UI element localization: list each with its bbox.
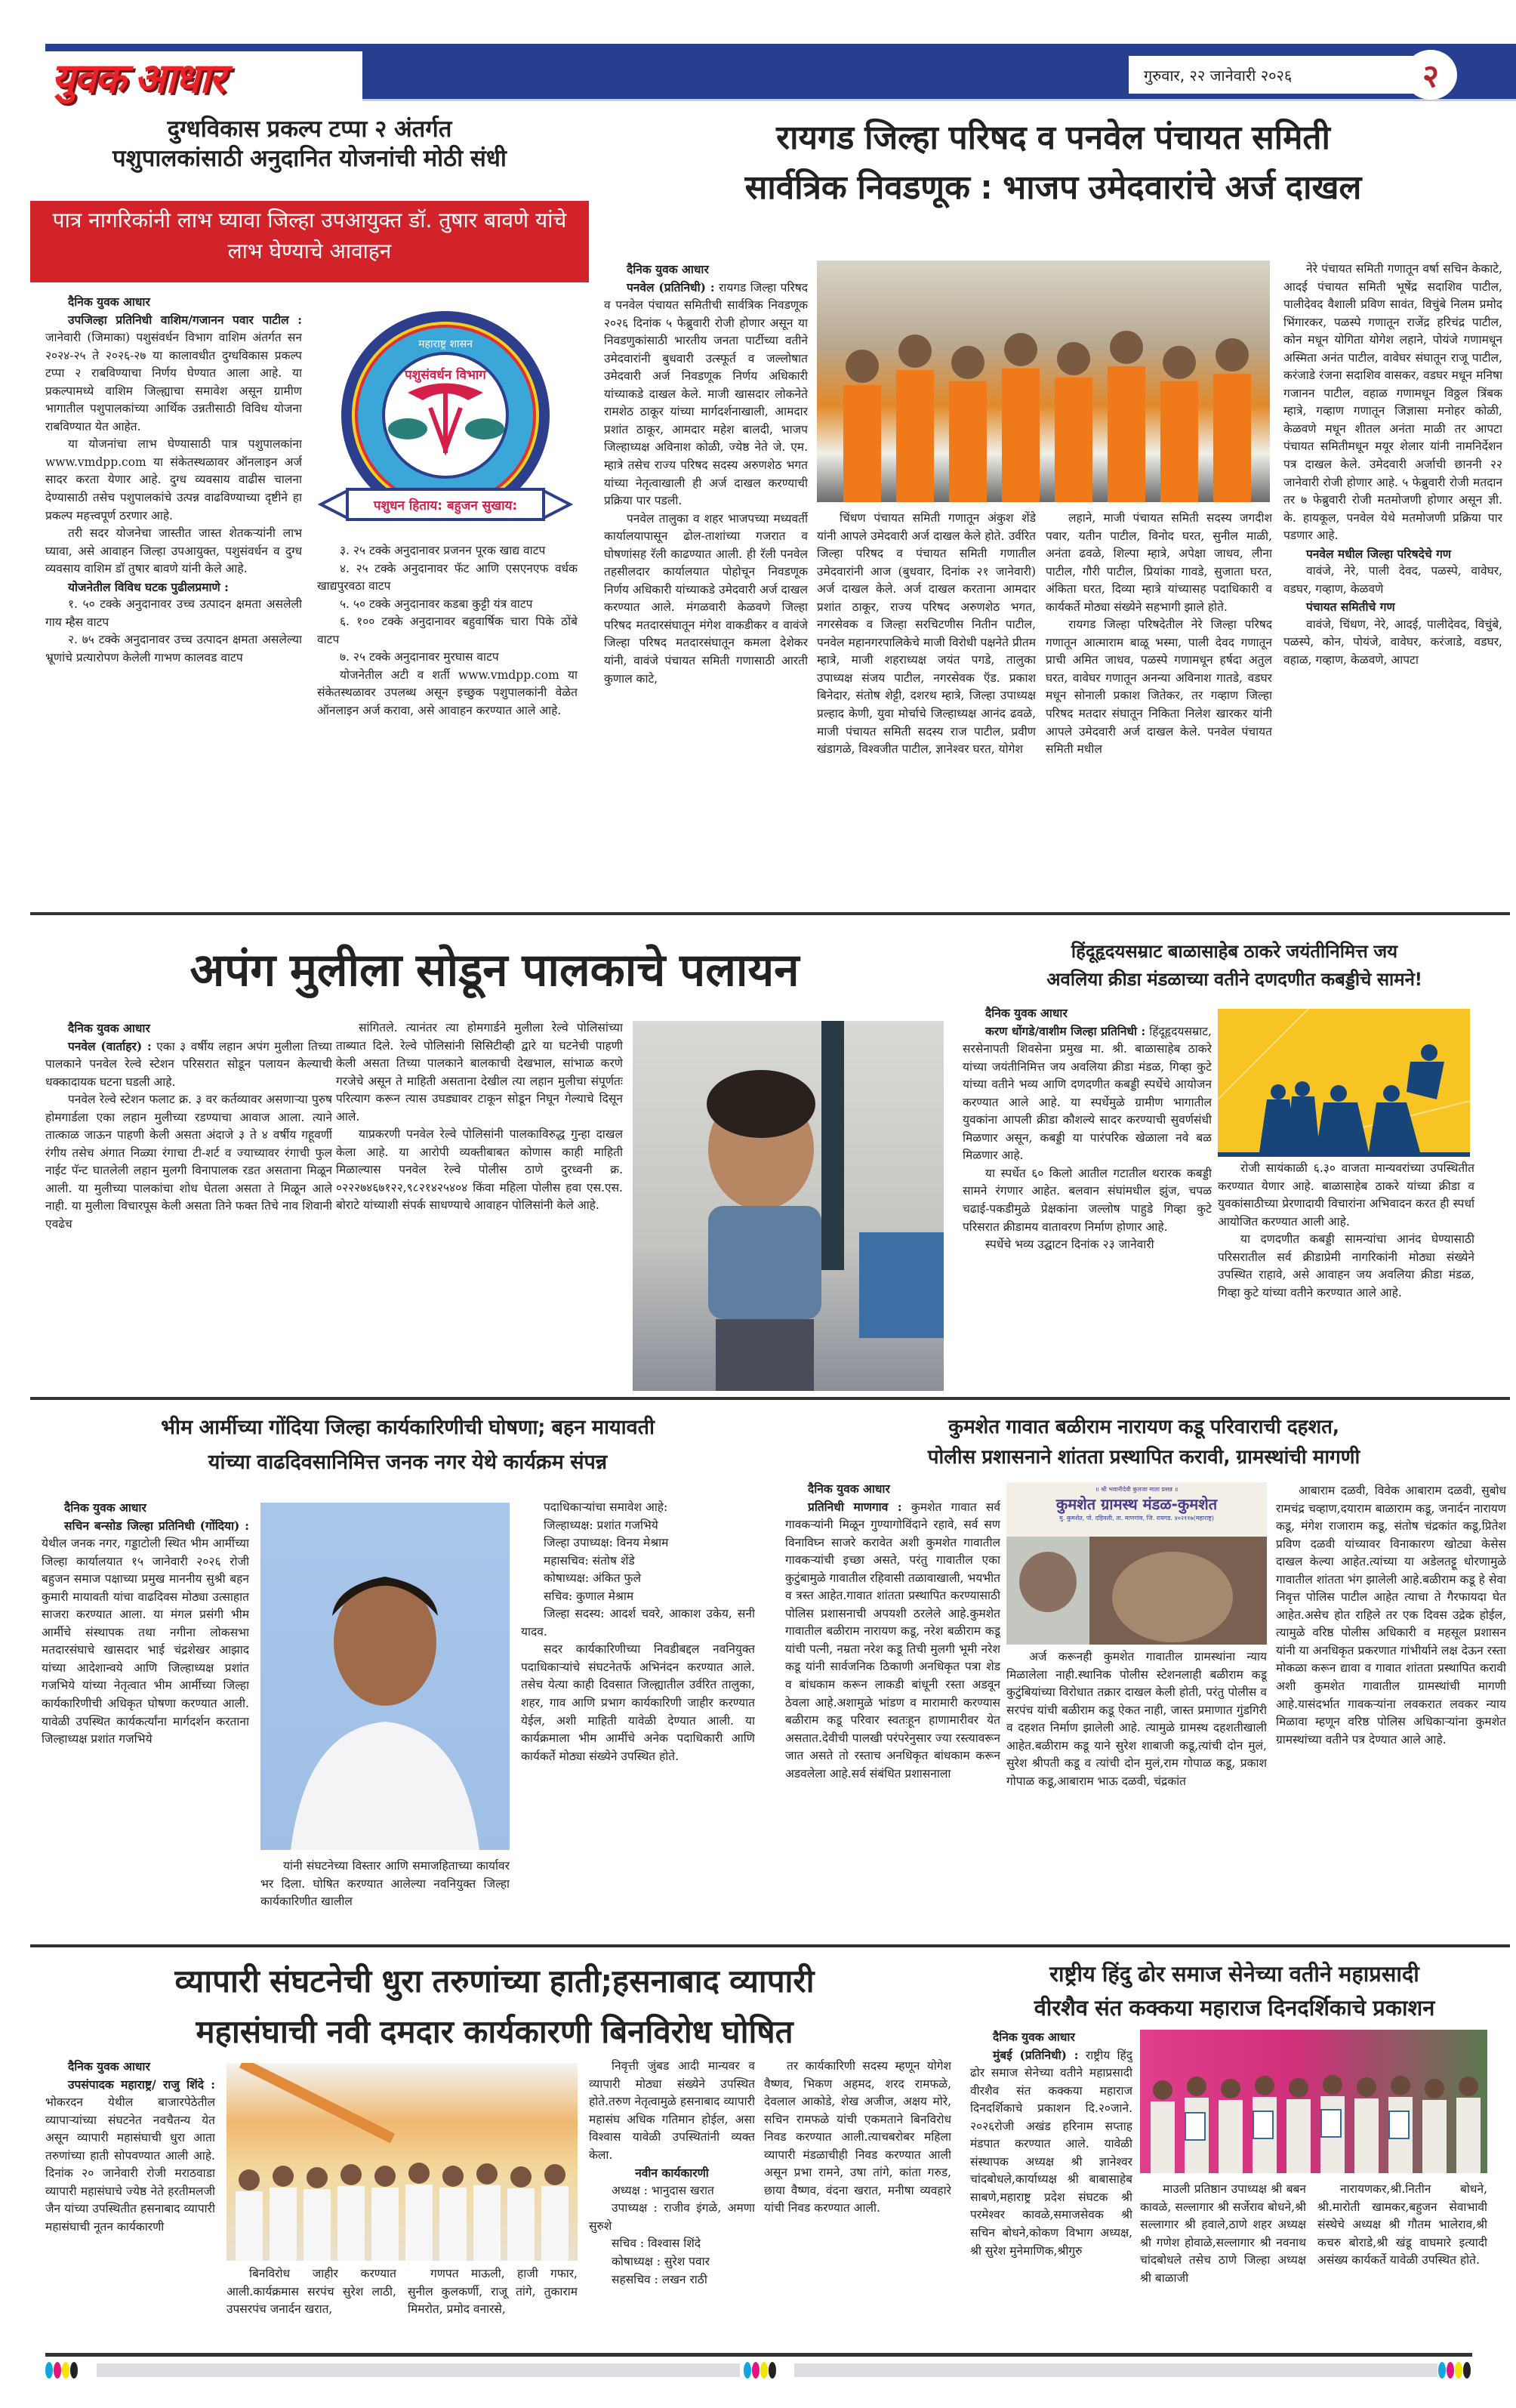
logo-ring-text: पशुसंवर्धन विभाग: [405, 368, 486, 383]
vyapari-headline-line1: व्यापारी संघटनेची धुरा तरुणांच्या हाती;हसनाबाद व्यापारी: [174, 1962, 815, 1999]
dairy-closing: योजनेतील अटी व शर्ती www.vmdpp.com या संकेतस्थळावर उपलब्ध असून इच्छुक पशुपालकांनी वेळेत ऑनलाइन अर्ज करावा, असे आवाहन करण्यात आले आहे.: [317, 668, 578, 717]
dairy-item-1: १. ५० टक्के अनुदानावर उच्च उत्पादन क्षमता असलेली गाय म्हैस वाटप: [45, 597, 302, 629]
raigad-p2: पनवेल तालुका व शहर भाजपच्या मध्यवर्ती कार्यालयापासून ढोल-ताशांच्या गजरात व घोषणांसह रॅली काढण्यात आली. ही रॅली पनवेल तहसीलदार कार्यालयात पोहोचून निवडणूक निर्णय अधिकारी यांच्याकडे उमेदवारी अर्ज दाखल करण्यात आले. मंगळवारी केळवणे जिल्हा परिषद मतदारसंघातून मंगेश वाकडीकर व वावंजे जिल्हा परिषद मतदारसंघातून कमला देशेकर यांनी, वावंजे पंचायत समिती गणासाठी आरती कुणाल काटे,: [604, 511, 808, 686]
dairy-column-1: [45, 293, 302, 897]
bhim-byline: सचिन बन्सोड जिल्हा प्रतिनिधी (गोंदिया) :: [64, 1518, 249, 1533]
dairy-byline: उपजिल्हा प्रतिनिधी वाशिम/गजानन पवार पाटील :: [68, 312, 302, 327]
bhim-p4: सदर कार्यकारिणीच्या निवडीबद्दल नवनियुक्त पदाधिकाऱ्यांचे संघटनेतर्फे अभिनंदन करण्यात आले. तसेच येत्या काही दिवसात जिल्ह्यातील उर्वरित तालुका, शहर, गाव आणि प्रभाग कार्यकारिणी जाहीर करण्यात येईल, अशी माहिती यावेळी देण्यात आली. या कार्यक्रमाला भीम आर्मीचे अनेक पदाधिकारी आणि कार्यकर्ते मोठ्या संख्येने उपस्थित होते.: [521, 1642, 755, 1763]
pashusamvardhan-logo: [317, 302, 574, 536]
bhim-p1: येथील जनक नगर, गड्डाटोली स्थित भीम आर्मीच्या जिल्हा कार्यालयात १५ जानेवारी २०२६ रोजी बहुजन समाज पक्षाच्या प्रमुख माननीय सुश्री बहन कुमारी मायावती यांचा वाढदिवस मोठ्या उत्साहात साजरा करण्यात आला. या मंगल प्रसंगी भीम आर्मीचे संस्थापक तथा नगीना लोकसभा मतदारसंघाचे खासदार भाई चंद्रशेखर आझाद यांच्या आदेशान्वये आणि जिल्हाध्यक्ष प्रशांत गजभिये यांच्या नेतृत्वात भीम आर्मीच्या जिल्हा कार्यकारिणीची अधिकृत घोषणा करण्यात आली. यावेळी उपस्थित कार्यकर्त्यांना मार्गदर्शन करताना जिल्हाध्यक्ष प्रशांत गजभिये: [42, 1537, 249, 1747]
dhor-p2: माउली प्रतिष्ठान उपाध्यक्ष श्री बबन कावळे, सल्लागार श्री सर्जेराव बोधने,श्री सल्लागार श्री हवाले,ठाणे शहर अध्यक्ष श्री गणेश होवाळे,सल्लागार श्री नवनाथ चांदबोधले तसेच ठाणे जिल्हा अध्यक्ष श्री बाळाजी: [1140, 2182, 1306, 2285]
dhor-calendar-photo: [1140, 2030, 1487, 2173]
bhim-role-4: कोषाध्यक्ष: अंकित फुले: [544, 1571, 641, 1586]
vyapari-source: दैनिक युवक आधार: [68, 2059, 150, 2073]
raigad-headline-line1: रायगड जिल्हा परिषद व पनवेल पंचायत समिती: [776, 119, 1330, 157]
kumshet-banner-photo: [1006, 1482, 1267, 1645]
dairy-item-7: ७. २५ टक्के अनुदानावर मुरघास वाटप: [340, 650, 499, 664]
logo-text: युवक आधार: [51, 56, 224, 101]
kabaddi-headline-line1: हिंदूहृदयसम्राट बाळासाहेब ठाकरे जयंतीनिमित्त जय: [1071, 941, 1398, 962]
apang-byline: पनवेल (वार्ताहर) :: [68, 1038, 152, 1053]
kabaddi-p4: रोजी सायंकाळी ६.३० वाजता मान्यवरांच्या उपस्थितीत करण्यात येणार आहे. बाळासाहेब ठाकरे यांच्या क्रीडा व युवकांसाठीच्या प्रेरणादायी विचारांना अभिवादन करत ही स्पर्धा आयोजित करण्यात आली आहे.: [1218, 1161, 1474, 1229]
bhim-role-3: महासचिव: संतोष शेंडे: [544, 1553, 635, 1568]
vyapari-headline-line2: महासंघाची नवी दमदार कार्यकारणी बिनविरोध घोषित: [196, 2013, 793, 2051]
dhor-headline: [959, 1957, 1510, 2025]
dairy-headline-line2: पशुपालकांसाठी अनुदानित योजनांची मोठी संधी: [112, 144, 507, 172]
kabaddi-p5: या दणदणीत कबड्डी सामन्यांचा आनंद घेण्यासाठी परिसरातील सर्व क्रीडाप्रेमी नागरिकांनी मोठ्या संख्येने उपस्थित राहावे, असे आवाहन जय अवलिया क्रीडा मंडळ, गिव्हा कुटे यांच्या वतीने करण्यात आले आहे.: [1218, 1232, 1474, 1300]
kabaddi-byline: करण धोंगडे/वाशीम जिल्हा प्रतिनिधी :: [985, 1023, 1146, 1038]
divider-2: [30, 1397, 1510, 1400]
raigad-column-3: [1046, 510, 1272, 906]
kumshet-column-1: [785, 1480, 1000, 1937]
vyapari-column-4: [589, 2058, 755, 2337]
apang-column-1: [45, 1019, 332, 1389]
vyapari-board-3: सचिव : विश्वास शिंदे: [612, 2237, 701, 2251]
registration-marks-left: [45, 2362, 79, 2377]
bhim-role-2: जिल्हा उपाध्यक्ष: विनय मेश्राम: [544, 1536, 669, 1550]
vyapari-board-1: अध्यक्ष : भानुदास खरात: [612, 2183, 714, 2197]
dairy-item-2: २. ७५ टक्के अनुदानावर उच्च उत्पादन क्षमता असलेल्या भ्रूणांचे प्रत्यारोपण केलेली गाभण कालवड वाटप: [45, 633, 302, 664]
dairy-item-3: ३. २५ टक्के अनुदानावर प्रजनन पूरक खाद्य वाटप: [340, 544, 546, 557]
newspaper-logo: [45, 51, 362, 101]
dairy-list-title: योजनेतील विविध घटक पुढीलप्रमाणे :: [68, 579, 229, 594]
kabaddi-source: दैनिक युवक आधार: [985, 1006, 1068, 1020]
bhim-headline-line2: यांच्या वाढदिवसानिमित्त जनक नगर येथे कार्यक्रम संपन्न: [208, 1450, 608, 1474]
kumshet-headline: [778, 1412, 1510, 1473]
dairy-item-4: ४. २५ टक्के अनुदानावर फॅट आणि एसएनएफ वर्धक खाद्यपुरवठा वाटप: [317, 561, 578, 594]
dhor-p3: नारायणकर,श्री.नितीन बोधने, श्री.मारोती खामकर,बहुजन सेवाभावी संस्थेचे अध्यक्ष श्री गौतम भालेराव,श्री कचरु बोराडे,श्री खंडू वाघमारे इत्यादी असंख्य कार्यकर्ते यावेळी उपस्थित होते.: [1317, 2182, 1487, 2268]
dairy-item-5: ५. ५० टक्के अनुदानावर कडबा कुट्टी यंत्र वाटप: [340, 597, 533, 611]
vyapari-p4: निवृत्ती जुंबड आदी मान्यवर व व्यापारी मोठ्या संख्येने उपस्थित होते.तरुण नेतृत्वामुळे हसनाबाद व्यापारी महासंघ अधिक गतिमान होईल, असा विश्वास यावेळी उपस्थितांनी व्यक्त केला.: [589, 2059, 755, 2162]
dhor-byline: मुंबई (प्रतिनिधी) :: [993, 2047, 1079, 2062]
vyapari-p5: तर कार्यकारिणी सदस्य म्हणून योगेश वैष्णव, भिकण अहमद, शरद रामफळे, देवलाल आकोडे, शेख अजीज, अक्षय मोरे, सचिन रामफळे यांची एकमताने बिनविरोध निवड करण्यात आली.त्याचबरोबर महिला व्यापारी मंडळाचीही निवड करण्यात आली असून प्रभा रामने, उषा तांगे, कांता गरुड, छाया वैष्णव, वंदना खरात, मनीषा व्यवहारे यांची निवड करण्यात आली.: [764, 2059, 951, 2215]
dhor-p1: राष्ट्रीय हिंदु ढोर समाज सेनेच्या वतीने महाप्रसादी वीरशैव संत कक्कया महाराज दिनदर्शिकाचे प्रकाशन दि.२०जाने. २०२६रोजी अखंड हरिनाम सप्ताह मंडपात करण्यात आले. यावेळी संस्थापक अध्यक्ष श्री ज्ञानेश्वर चांदबोधले,कार्याध्यक्ष श्री बाबासाहेब साबणे,महाराष्ट्र प्रदेश संघटक श्री परमेश्वर कावळे,समाजसेवक श्री सचिन बोधने,कोकण विभाग अध्यक्ष, श्री सुरेश मुनेमाणिक,श्रीगुरु: [970, 2048, 1132, 2258]
bhim-headline-line1: भीम आर्मीच्या गोंदिया जिल्हा कार्यकारिणीची घोषणा; बहन मायावती: [160, 1416, 655, 1439]
kabaddi-column-2: [1218, 1160, 1474, 1391]
apang-source: दैनिक युवक आधार: [68, 1021, 150, 1035]
bhim-portrait-photo: [260, 1503, 510, 1850]
kumshet-column-2: [1006, 1648, 1267, 1937]
bhim-source: दैनिक युवक आधार: [64, 1500, 146, 1515]
registration-marks-right: [1438, 2362, 1471, 2377]
vyapari-p1: भोकरदन येथील बाजारपेठेतील व्यापाऱ्यांच्या संघटनेत नवचैतन्य येत असून व्यापारी महासंघाची धुरा आता तरुणांच्या हाती सोपवण्यात आली आहे. दिनांक २० जानेवारी रोजी मराठवाडा व्यापारी महासंघाचे ज्येष्ठ नेते हरतीमलजी जैन यांच्या उपस्थितीत हसनाबाद व्यापारी महासंघाची नूतन कार्यकारणी: [45, 2095, 215, 2234]
kabaddi-p1: हिंदूहृदयसम्राट, सरसेनापती शिवसेना प्रमुख मा. श्री. बाळासाहेब ठाकरे यांच्या जयंतीनिमित्त जय अवलिया क्रीडा मंडळ, गिव्हा कुटे यांच्या वतीने भव्य आणि दणदणीत कबड्डी स्पर्धेचे आयोजन करण्यात आले आहे. या स्पर्धेमुळे ग्रामीण भागातील युवकांना आपली क्रीडा कौशल्ये सादर करण्याची सुवर्णसंधी मिळणार असून, कबड्डी या पारंपरिक खेळाला नवे बळ मिळणार आहे.: [963, 1024, 1212, 1163]
dairy-p1: जानेवारी (जिमाका) पशुसंवर्धन विभाग वाशिम अंतर्गत सन २०२४-२५ ते २०२६-२७ या कालावधीत दुग्धविकास प्रकल्प टप्पा २ राबविण्याचा निर्णय घेण्यात आला आहे. या प्रकल्पामध्ये वाशिम जिल्ह्याचा समावेश असून ग्रामीण भागातील पशुपालकांच्या आर्थिक उन्नतीसाठी विविध योजना राबविण्यात येत आहेत.: [45, 331, 302, 433]
vyapari-board-title: नवीन कार्यकारणी: [635, 2166, 709, 2181]
dairy-headline: [30, 115, 589, 174]
kumshet-headline-line2: पोलीस प्रशासनाने शांतता प्रस्थापित करावी, ग्रामस्थांची मागणी: [927, 1446, 1360, 1469]
raigad-headline-line2: सार्वत्रिक निवडणूक : भाजप उमेदवारांचे अर्ज दाखल: [744, 168, 1362, 207]
kabaddi-p2: या स्पर्धेत ६० किलो आतील गटातील थरारक कबड्डी सामने रंगणार आहेत. बलवान संघांमधील झुंज, चपळ चढाई-पकडीमुळे प्रेक्षकांना जल्लोष पाहुडे गिव्हा कुटे परिसरात क्रीडामय वातावरण निर्माण होणार आहे.: [963, 1166, 1212, 1234]
dairy-subhead-banner: पात्र नागरिकांनी लाभ घ्यावा जिल्हा उपआयुक्त डॉ. तुषार बावणे यांचे लाभ घेण्याचे आवाहन: [30, 201, 589, 282]
footer-rule: [45, 2353, 1472, 2357]
apang-girl-photo: [633, 1021, 944, 1391]
raigad-zp-list: वावंजे, नेरे, पाली देवद, पळस्पे, वावेघर, वडघर, गव्हाण, केळवणे: [1283, 564, 1502, 596]
apang-p1: एका ३ वर्षीय लहान अपंग मुलीला तिच्या पालकाने पनवेल रेल्वे स्टेशन परिसरात सोडून पलायन केल्याची धक्कादायक घटना घडली आहे.: [45, 1039, 332, 1089]
dhor-column-1: [970, 2028, 1132, 2338]
apang-headline: अपंग मुलीला सोडून पालकाचे पलायन: [190, 944, 800, 997]
vyapari-board-5: सहसचिव : लखन राठी: [612, 2272, 707, 2286]
kabaddi-headline: [959, 938, 1510, 994]
bhim-column-2: [260, 1858, 510, 1937]
dhor-column-2: [1140, 2181, 1306, 2338]
kabaddi-p3: स्पर्धेचे भव्य उद्घाटन दिनांक २३ जानेवारी: [985, 1238, 1154, 1252]
logo-motto-text: पशुधन हिताय: बहुजन सुखाय:: [373, 498, 518, 513]
bhim-column-1: [42, 1499, 249, 1937]
kabaddi-column-1: [963, 1004, 1212, 1391]
bhim-role-1: जिल्हाध्यक्ष: प्रशांत गजभिये: [544, 1518, 658, 1532]
kumshet-p1: कुमशेत गावात सर्व गावकऱ्यांनी मिळून गुण्यागोविंदाने रहावे, सर्व सण विनाविघ्न साजरे करावेत अशी कुमशेत गावातील गावकऱ्यांची इच्छा असते, परंतु गावातील एका कुटुंबामुळे गावातील रहिवासी तळावाखाली, भयभीत व त्रस्त आहेत.गावात शांतता प्रस्थापित करण्यासाठी पोलिस प्रशासनाची अपयशी ठरलेले आहे.कुमशेत गावातील बळीराम नारायण कडू, नरेश बळीराम कडू यांची पत्नी, नम्रता नरेश कडू तिची मुलगी भूमी नरेश कडू यांनी सार्वजनिक ठिकाणी अनधिकृत पत्रा शेड व बांधकाम करून लाकडी बांधूनी रस्ता अडवून ठेवला आहे.अशामुळे भांडण व मारामारी करण्यास बळीराम कडू परिवार स्वतःहून हाणामारीवर येत असतात.देवीची पालखी परंपरेनुसार ज्या रस्त्यावरून जात असते तो रस्ताच अनधिकृत बांधकाम करून अडवलेला आहे.सर्व संबंधित प्रशासनाला: [785, 1500, 1000, 1781]
vyapari-column-2: [226, 2265, 396, 2337]
dhor-column-3: [1317, 2181, 1487, 2338]
raigad-source: दैनिक युवक आधार: [627, 262, 709, 276]
kumshet-p3: आबाराम दळवी, विवेक आबाराम दळवी, सुबोध रामचंद्र चव्हाण,दयाराम बाळाराम कडू, जनार्दन नारायण कडू, मंगेश राजाराम कडू, संतोष चंद्रकांत कडू,प्रितेश प्रविण दळवी यांच्यावर विनाकारण खोट्या केसेस दाखल केल्या आहेत.त्यांच्या या अडेलतट्टू धोरणामुळे गावातील शांतता भंग झालेली आहे.बळीराम कडू हे सेवा निवृत्त पोलिस पाटील आहेत त्याचा ते गैरफायदा घेत आहेत.असेच होत राहिले तर एक दिवस उद्रेक होईल, त्यामुळे वरिष्ठ पोलीस अधिकारी व महसूल प्रशासन यांनी या अनधिकृत प्रकरणात गांभीर्याने लक्ष देऊन रस्ता मोकळा करून द्यावा व गावात शांतता प्रस्थापित करावी अशी कुमशेत गावातील ग्रामस्थांची मागणी आहे.यासंदर्भात गावकऱ्यांना लवकरात लवकर न्याय मिळावा म्हणून वरिष्ठ पोलिस अधिकाऱ्यांना कुमशेत ग्रामस्थांच्या वतीने पत्र देण्यात आले आहे.: [1276, 1484, 1506, 1747]
divider-1: [30, 912, 1510, 915]
bhim-p3: पदाधिकाऱ्यांचा समावेश आहे:: [544, 1500, 668, 1514]
vyapari-byline: उपसंपादक महाराष्ट्र/ राजु शिंदे :: [68, 2077, 215, 2092]
dairy-headline-line1: दुग्धविकास प्रकल्प टप्पा २ अंतर्गत: [167, 116, 452, 143]
logo-top-text: महाराष्ट्र शासन: [418, 338, 473, 350]
vyapari-column-3: [408, 2265, 578, 2337]
raigad-ps-list: वावंजे, चिंधण, नेरे, आदई, पालीदेवद, विचुंबे, पळस्पे, कोन, पोयंजे, वावेघर, करंजाडे, वडघर, वहाळ, गव्हाण, केळवणे, आपटा: [1283, 617, 1502, 668]
kumshet-mandal-banner: [1006, 1482, 1267, 1537]
kumshet-byline: प्रतिनिधी माणगाव :: [808, 1499, 902, 1514]
raigad-p4: लहाने, माजी पंचायत समिती सदस्य जगदीश पवार, यतीन पाटील, विनोद घरत, सुनील माळी, अनंता ढवळे, शिल्पा म्हात्रे, अपेक्षा जाधव, लीना पाटील, गौरी पाटील, प्रियांका गावडे, सुजाता घरत, अंकिता घरत, दिव्या म्हात्रे यांच्यासह पदाधिकारी व कार्यकर्ते मोठ्या संख्येने सहभागी झाले होते.: [1046, 511, 1272, 614]
dhor-headline-line2: वीरशैव संत कक्कया महाराज दिनदर्शिकाचे प्रकाशन: [1034, 1994, 1435, 2021]
raigad-column-2: [817, 510, 1036, 906]
registration-bar-left: [97, 2363, 740, 2377]
vyapari-board-4: कोषाध्यक्ष : सुरेश पवार: [612, 2255, 710, 2269]
kumshet-headline-line1: कुमशेत गावात बळीराम नारायण कडू परिवाराची दहशत,: [948, 1416, 1339, 1438]
raigad-ps-title: पंचायत समितीचे गण: [1306, 600, 1395, 615]
banner-address-text: मु. कुमशेत, पो. दहिवली, ता. माणगांव, जि. रायगड. ४०२११७(महाराष्ट्र): [1059, 1515, 1214, 1522]
page-number: २: [1404, 50, 1457, 100]
apang-column-2: [336, 1019, 623, 1389]
dhor-headline-line1: राष्ट्रीय हिंदु ढोर समाज सेनेच्या वतीने महाप्रसादी: [1049, 1961, 1419, 1987]
vyapari-column-1: [45, 2058, 215, 2337]
kumshet-p2: अर्ज करूनही कुमशेत गावातील ग्रामस्थांना न्याय मिळालेला नाही.स्थानिक पोलीस स्टेशनलाही बळीराम कडू कुटुंबियांच्या विरोधात तक्रार दाखल केली होती, परंतु पोलीस व सरपंच यांची बळीराम कडू ऐकत नाही, जास्त प्रमाणात गुंडगिरी व दहशत निर्माण झालेली आहे. त्यामुळे ग्रामस्थ दहशतीखाली आहेत.बळीराम कडू याने सुरेश शाबाजी कडू,त्यांची दोन मुलं, सुरेश श्रीपती कडू व त्यांची दोन मुलं,राम गोपाळ कडू, प्रकाश गोपाळ कडू,आबाराम भाऊ दळवी, चंद्रकांत: [1006, 1650, 1267, 1788]
vyapari-p3: गणपत माऊली, हाजी गफार, सुनील कुलकर्णी, राजू तांगे, तुकाराम मिमरोत, प्रमोद वनारसे,: [408, 2267, 578, 2317]
registration-bar-right: [794, 2363, 1437, 2377]
kumshet-source: दैनिक युवक आधार: [808, 1481, 890, 1496]
raigad-p5: रायगड जिल्हा परिषदेतील नेरे जिल्हा परिषद गणातून आत्माराम बाळू भस्मा, पाली देवद गणातून प्राची अमित जाधव, पळस्पे गणामधून हर्षदा अतुल घरत, वावेघर गणातून अनन्या अविनाश गातडे, वडघर मधून सोनाली प्रकाश जितेकर, तर गव्हाण जिल्हा परिषद मतदार संघातून निकिता निलेश खारकर यांनी आपले उमेदवारी अर्ज दाखल केले. पनवेल पंचायत समिती मधील: [1046, 618, 1272, 757]
bhim-role-5: सचिव: कुणाल मेश्राम: [544, 1589, 634, 1603]
dairy-item-6: ६. १०० टक्के अनुदानावर बहुवार्षिक चारा पिके ठोंबे वाटप: [317, 615, 578, 646]
raigad-zp-title: पनवेल मधील जिल्हा परिषदेचे गण: [1306, 546, 1452, 561]
bhim-p2: यांनी संघटनेच्या विस्तार आणि समाजहिताच्या कार्यावर भर दिला. घोषित करण्यात आलेल्या नवनियुक्त जिल्हा कार्यकारिणीत खालील: [260, 1859, 510, 1909]
vyapari-group-photo: [226, 2063, 578, 2261]
bhim-role-6: जिल्हा सदस्य: आदर्श चवरे, आकाश उकेय, सनी यादव.: [521, 1607, 755, 1639]
divider-3: [30, 1944, 1510, 1947]
dairy-p3: तरी सदर योजनेचा जास्तीत जास्त शेतकऱ्यांनी लाभ घ्यावा, असे आवाहन जिल्हा उपआयुक्त, पशुसंवर्धन व दुग्ध व्यवसाय वाशिम डॉ तुषार बावणे यांनी केले आहे.: [45, 526, 302, 576]
raigad-byline: पनवेल (प्रतिनिधी) :: [627, 279, 715, 294]
issue-date: गुरुवार, २२ जानेवारी २०२६: [1129, 56, 1431, 94]
vyapari-headline: [30, 1956, 959, 2057]
dairy-p2: या योजनांचा लाभ घेण्यासाठी पात्र पशुपालकांना www.vmdpp.com या संकेतस्थळावर ऑनलाइन अर्ज सादर करता येणार आहे. दुग्ध व्यवसाय वाढीस चालना देण्यासाठी तसेच पशुपालकांचे उत्पन्न वाढविण्याच्या दृष्टीने हा प्रकल्प महत्त्वपूर्ण ठरणार आहे.: [45, 437, 302, 523]
raigad-p6: नेरे पंचायत समिती गणातून वर्षा सचिन केकाटे, आदई पंचायत समिती भूषेंद्र सदाशिव पाटील, पालीदेवद वैशाली प्रविण सावंत, विचुंबे निलम प्रमोद भिंगारकर, पळस्पे गणातून राजेंद्र हरिचंद्र पाटील, कोन मधून योगिता योगेश लहाने, पोयंजे गणामधून अस्मिता अनंत पाटील, वावेघर संघातून राजू पाटील, करंजाडे रंजना सदाशिव वासकर, वडघर मधून मनिषा गजानन पाटील, वहाळ गणामधून विठ्ठल त्रिंबक म्हात्रे, गव्हाण गणातून जिज्ञासा मनोहर कोळी, केळवणे मधून शीतल अनंता माळी तर आपटा पंचायत समितीमधून मयूर शेलार यांनी नामनिर्देशन पत्र दाखल केले. उमेदवारी अर्जाची छाननी २२ जानेवारी रोजी होणार आहे. ५ फेब्रुवारी रोजी मतदान तर ७ फेब्रुवारी रोजी मतमोजणी होणार असून ज्ञी. के. हायकूल, पनवेल येथे मतमोजणी प्रक्रिया पार पडणार आहे.: [1283, 262, 1502, 543]
raigad-column-4: [1283, 261, 1502, 906]
dairy-source: दैनिक युवक आधार: [68, 294, 150, 309]
raigad-p3: चिंधण पंचायत समिती गणातून अंकुश शेंडे यांनी आपले उमेदवारी अर्ज दाखल केले होते. उर्वरित जिल्हा परिषद व पंचायत समिती गणातील उमेदवारांनी आज (बुधवार, दिनांक २१ जानेवारी) अर्ज दाखल केले. अर्ज दाखल करताना आमदार प्रशांत ठाकूर, राज्य परिषद अरुणशेठ भगत, नगरसेवक व जिल्हा सरचिटणीस नितीन पाटील, पनवेल महानगरपालिकेचे माजी विरोधी पक्षनेते प्रीतम म्हात्रे, माजी शहराध्यक्ष जयंत पगडे, तालुका उपाध्यक्ष संजय पाटील, नगरसेवक ऍड. प्रकाश बिनेदार, संतोष शेट्टी, दशरथ म्हात्रे, जिल्हा उपाध्यक्ष प्रल्हाद केणी, युवा मोर्चाचे जिल्हाध्यक्ष आनंद ढवळे, माजी पंचायत समिती सदस्य राज पाटील, प्रवीण खंडागळे, विश्वजीत पाटील, ज्ञानेश्वर घरत, योगेश: [817, 511, 1036, 757]
kumshet-column-3: [1276, 1482, 1506, 1937]
raigad-rally-photo: [817, 261, 1270, 502]
kabaddi-headline-line2: अवलिया क्रीडा मंडळाच्या वतीने दणदणीत कबड्डीचे सामने!: [1046, 969, 1422, 991]
vyapari-p2: बिनविरोध जाहीर करण्यात आली.कार्यक्रमास सरपंच सुरेश लाठी, उपसरपंच जनार्दन खरात,: [226, 2267, 396, 2317]
bhim-column-3: [521, 1499, 755, 1937]
vyapari-board-2: उपाध्यक्ष : राजीव इंगळे, अमणा सुरुशे: [589, 2201, 755, 2233]
bhim-headline: [30, 1411, 785, 1480]
dairy-column-2: [317, 542, 578, 897]
raigad-column-1: [604, 261, 808, 906]
registration-marks-center: [744, 2362, 777, 2377]
kabaddi-illustration: [1218, 1009, 1470, 1157]
apang-p2: पनवेल रेल्वे स्टेशन फलाट क्र. ३ वर कर्तव्यावर असणाऱ्या पुरुष होमगार्डला एका लहान मुलीच्या रडण्याचा आवाज आला. त्याने तात्काळ जाऊन पाहणी केली असता अंदाजे ३ ते ४ वर्षीय गहूवर्णी रंगीय तसेच अंगात निळ्या रंगाचा टी-शर्ट व ज्याच्यावर रंगाची फुल नाईट पॅन्ट घातलेली लहान मुलगी विनापालक रडत असताना मिळून आली. या मुलीच्या पालकांचा शोध घेतला असता ते मिळून आले नाही. या मुलीला विचारपूस केली असता तिने फक्त तिचे नाव शिवानी एवढेच: [45, 1093, 332, 1232]
banner-small-text: ॥ श्री भवानीदेवी कुलजा माता प्रसन्न ॥: [1095, 1486, 1179, 1493]
apang-p3: सांगितले. त्यानंतर त्या होमगार्डने मुलीला रेल्वे पोलिसांच्या ताब्यात दिले. रेल्वे पोलिसांनी सिसिटीव्ही द्वारे या घटनेची पाहणी केली असता तिच्या पालकाने बालकाची देखभाल, सांभाळ करणे गरजेचे असून ते माहिती असताना देखील त्या लहान मुलीचा संपूर्णतः परित्याग करून त्यास उघड्यावर टाकून सोडून निघून गेल्याचे दिसून आले.: [336, 1021, 623, 1124]
banner-title-text: कुमशेत ग्रामस्थ मंडळ-कुमशेत: [1055, 1495, 1218, 1513]
dhor-source: दैनिक युवक आधार: [993, 2030, 1075, 2044]
apang-p4: याप्रकरणी पनवेल रेल्वे पोलिसांनी पालकाविरुद्ध गुन्हा दाखल केला आहे. या आरोपी व्यक्तीबाबत कोणास काही माहिती मिळाल्यास पनवेल रेल्वे पोलीस ठाणे दुरध्वनी क्र. ०२२२७४६७१२२,९८२१४२५४०४ किंवा महिला पोलीस हवा एस.एस. बोराटे यांच्याशी संपर्क साधण्याचे आवाहन पोलिसांनी केले आहे.: [336, 1127, 623, 1213]
raigad-headline: [596, 113, 1510, 213]
vyapari-column-5: [764, 2058, 951, 2337]
raigad-p1: रायगड जिल्हा परिषद व पनवेल पंचायत समितीची सार्वत्रिक निवडणूक २०२६ दिनांक ५ फेब्रुवारी रोजी होणार असून या निवडणुकांसाठी भारतीय जनता पार्टीच्या वतीने उमेदवारांनी बुधवारी उत्स्फूर्त व जल्लोषात उमेदवारी अर्ज निवडणूक निर्णय अधिकारी यांच्याकडे दाखल केले. माजी खासदार लोकनेते रामशेठ ठाकूर यांच्या मार्गदर्शनाखाली, आमदार प्रशांत ठाकूर, आमदार महेश बालदी, भाजप जिल्हाध्यक्ष अविनाश कोळी, ज्येष्ठ नेते जे. एम. म्हात्रे तसेच राज्य परिषद सदस्य अरुणशेठ भगत यांच्या नेतृत्वाखाली ही अर्ज दाखल करण्याची प्रक्रिया पार पडली.: [604, 280, 808, 508]
